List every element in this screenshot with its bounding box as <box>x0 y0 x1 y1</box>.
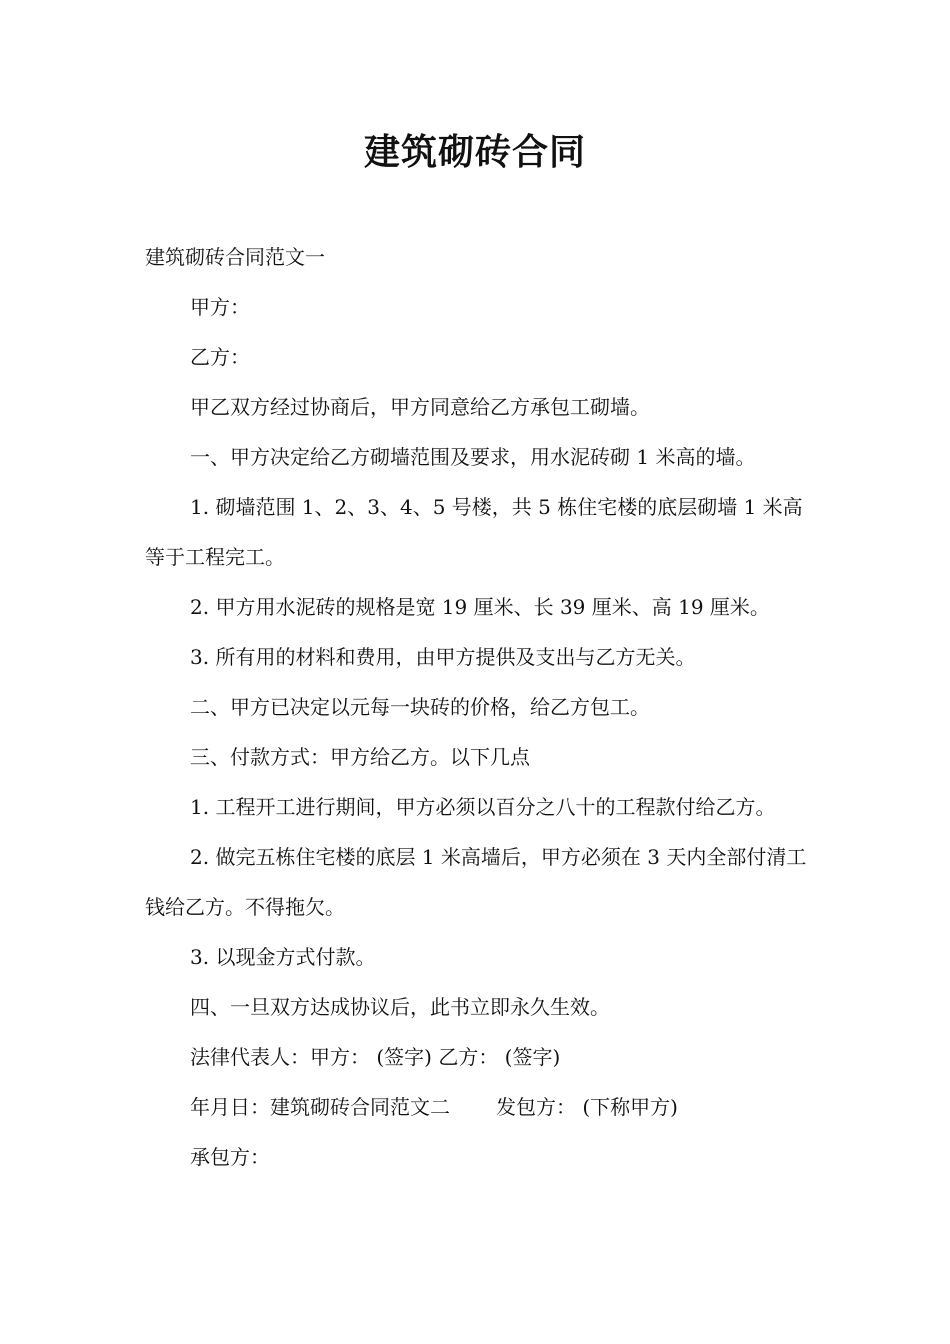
date-line <box>145 1082 810 1132</box>
clause-1-item-3: 3. 所有用的材料和费用，由甲方提供及支出与乙方无关。 <box>190 645 696 669</box>
party-b-line: 乙方： <box>190 345 250 369</box>
clause-1: 一、甲方决定给乙方砌墙范围及要求，用水泥砖砌 1 米高的墙。 <box>190 445 756 469</box>
clause-3-item-1: 1. 工程开工进行期间，甲方必须以百分之八十的工程款付给乙方。 <box>190 795 776 819</box>
section-heading: 建筑砌砖合同范文一 <box>145 245 325 269</box>
clause-3: 三、付款方式：甲方给乙方。以下几点 <box>190 745 530 769</box>
clause-3-item-3: 3. 以现金方式付款。 <box>190 945 376 969</box>
clause-2: 二、甲方已决定以元每一块砖的价格，给乙方包工。 <box>190 695 650 719</box>
party-a-line: 甲方： <box>190 295 250 319</box>
date-line-right: 发包方： (下称甲方) <box>496 1095 678 1119</box>
paragraph: 甲乙双方经过协商后，甲方同意给乙方承包工砌墙。 <box>190 395 650 419</box>
signature-line: 法律代表人：甲方： (签字) 乙方： (签字) <box>190 1045 561 1069</box>
clause-1-item-1: 1. 砌墙范围 1、2、3、4、5 号楼，共 5 栋住宅楼的底层砌墙 1 米高等于工程完工。 <box>145 495 803 569</box>
clause-4: 四、一旦双方达成协议后，此书立即永久生效。 <box>190 995 610 1019</box>
date-line-left: 年月日：建筑砌砖合同范文二 <box>190 1095 450 1119</box>
contractor-line: 承包方： <box>190 1145 270 1169</box>
document-body <box>145 232 810 1182</box>
document-title: 建筑砌砖合同 <box>363 132 586 173</box>
clause-1-item-2: 2. 甲方用水泥砖的规格是宽 19 厘米、长 39 厘米、高 19 厘米。 <box>190 595 770 619</box>
clause-3-item-2: 2. 做完五栋住宅楼的底层 1 米高墙后，甲方必须在 3 天内全部付清工钱给乙方。不得拖欠。 <box>145 845 807 919</box>
